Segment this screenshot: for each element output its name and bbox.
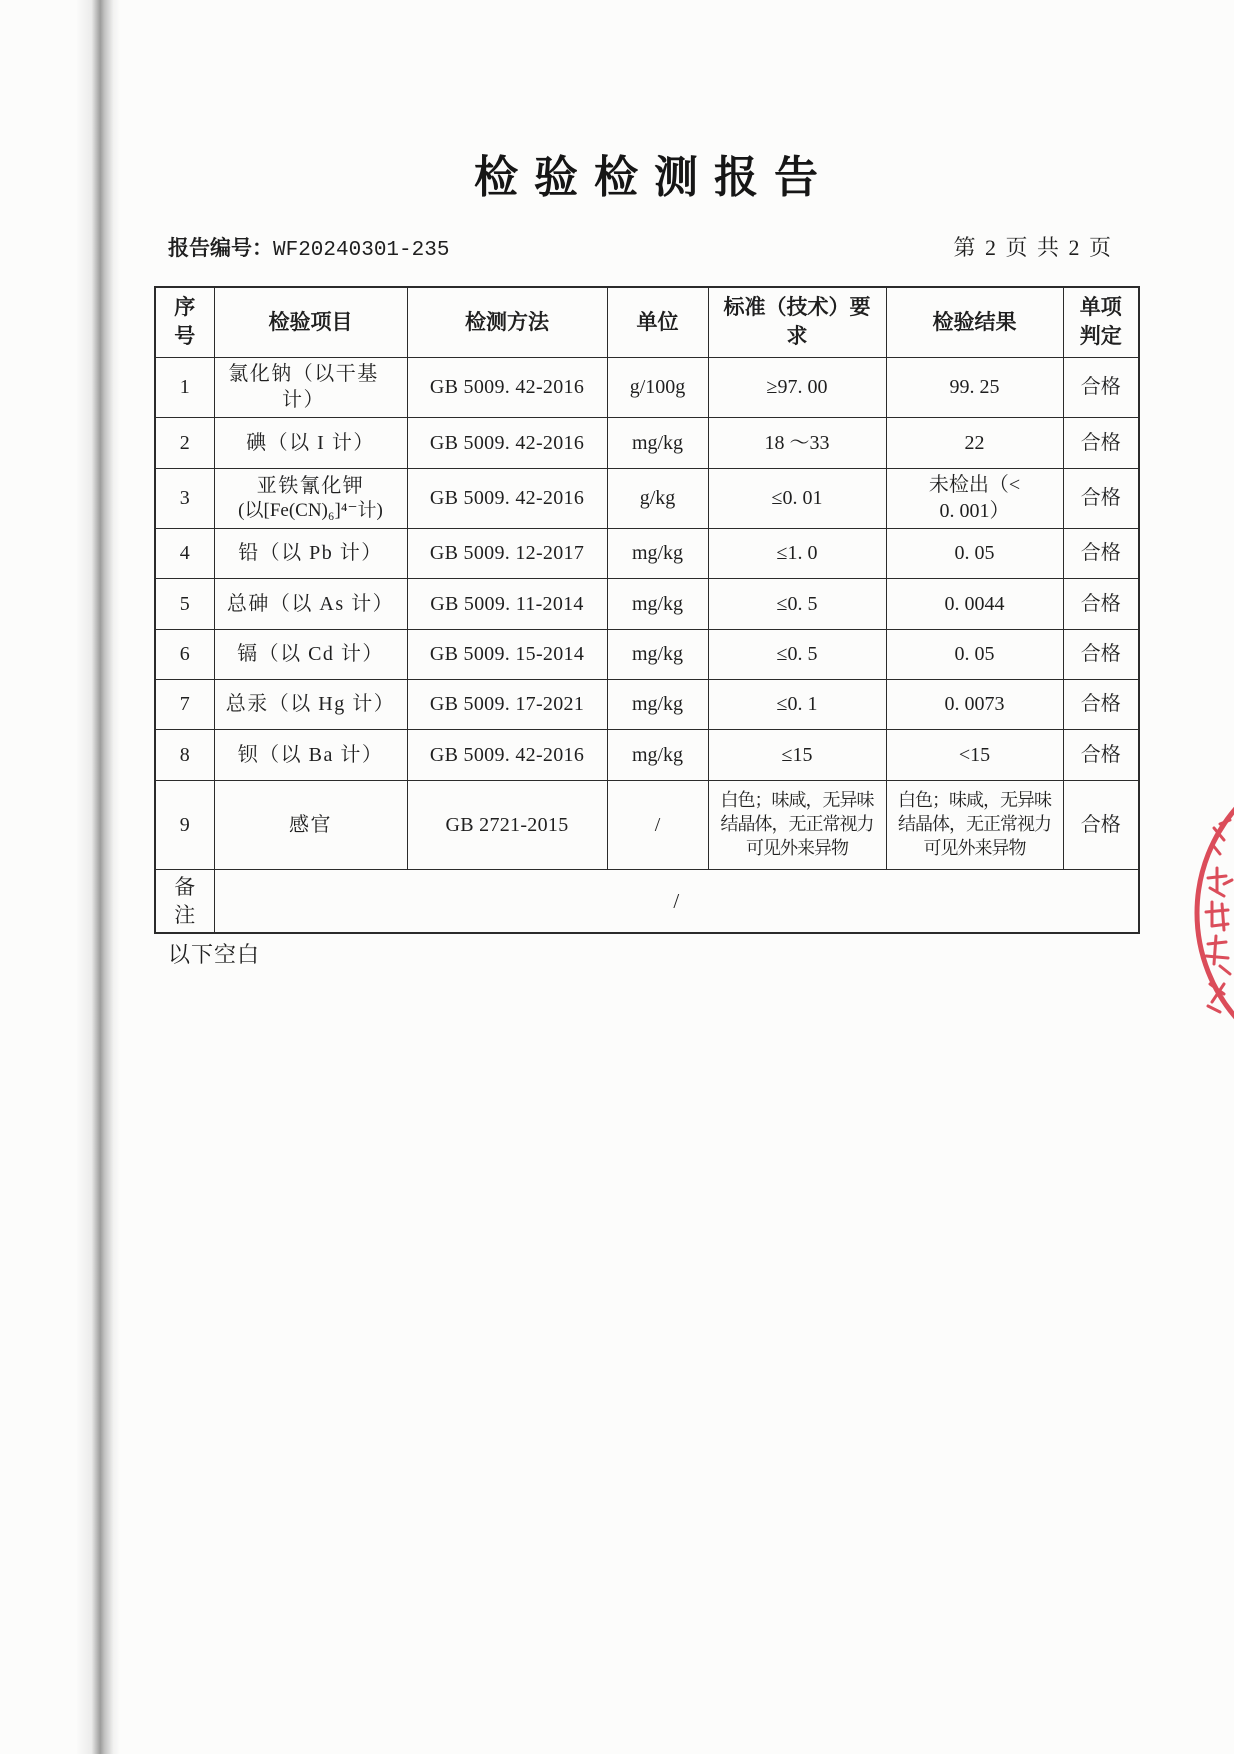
verdict: 合格: [1080, 542, 1121, 564]
table-row: [155, 468, 1139, 528]
test-method-cell: [407, 417, 607, 468]
verdict: 合格: [1080, 813, 1121, 836]
test-result: 0. 05: [954, 643, 995, 665]
verdict-cell: [1063, 679, 1139, 729]
verdict-cell: [1063, 468, 1139, 528]
row-number: 5: [179, 592, 190, 615]
remarks-section: [155, 869, 1139, 933]
row-number: 2: [179, 431, 190, 454]
standard-requirement-cell: [708, 629, 886, 679]
test-method: GB 2721-2015: [445, 813, 569, 836]
test-method: GB 5009. 42-2016: [429, 743, 585, 766]
item-name-cell: [214, 729, 407, 780]
verdict: 合格: [1080, 487, 1121, 509]
standard-requirement-cell: [708, 417, 886, 468]
standard-requirement: 18 ～33: [764, 431, 830, 454]
test-method-cell: [407, 629, 607, 679]
item-basis: (以[Fe(CN)₆]⁴⁻计): [238, 500, 383, 521]
test-result: <15: [958, 743, 991, 766]
test-result: 0. 0073: [944, 693, 1005, 715]
header-result: 检验结果: [932, 309, 1017, 334]
unit-value: /: [654, 813, 661, 836]
remarks-value-cell: [214, 869, 1139, 933]
item-name-cell: [214, 468, 407, 528]
item-name: 总砷（以 As 计）: [226, 592, 395, 615]
table-row: [155, 528, 1139, 578]
test-method-cell: [407, 528, 607, 578]
row-number: 6: [179, 643, 190, 665]
table-header-row: [155, 287, 1139, 357]
test-method-cell: [407, 468, 607, 528]
test-result-cell: [886, 357, 1063, 417]
item-name: 氯化钠（以干基计）: [228, 363, 379, 411]
header-unit: 单位: [636, 309, 679, 334]
item-name: 钡（以 Ba 计）: [237, 743, 384, 766]
unit-value-cell: [607, 357, 708, 417]
unit-value-cell: [607, 780, 708, 869]
header-standard: 标准（技术）要求: [723, 295, 871, 349]
verdict: 合格: [1080, 743, 1121, 766]
unit-value: g/kg: [639, 487, 676, 509]
verdict-cell: [1063, 629, 1139, 679]
item-name: 感官: [289, 813, 332, 836]
header-no: 序号: [174, 295, 196, 349]
remarks-row: [155, 869, 1139, 933]
item-name: 亚铁氰化钾: [256, 475, 365, 497]
test-method: GB 5009. 42-2016: [429, 487, 585, 509]
standard-requirement: ≤0. 5: [776, 643, 818, 665]
item-name: 铅（以 Pb 计）: [238, 542, 383, 564]
unit-value-cell: [607, 679, 708, 729]
verdict: 合格: [1080, 693, 1121, 715]
item-name-cell: [214, 417, 407, 468]
table-row: [155, 357, 1139, 417]
row-number: 9: [179, 813, 190, 836]
verdict-cell: [1063, 729, 1139, 780]
test-method-cell: [407, 679, 607, 729]
item-name: 碘（以 I 计）: [246, 431, 375, 454]
test-result-cell: [886, 729, 1063, 780]
standard-requirement-cell: [708, 729, 886, 780]
row-number: 8: [179, 743, 190, 766]
table-row: [155, 729, 1139, 780]
header-verdict: 单项判定: [1079, 295, 1122, 349]
item-name-cell: [214, 357, 407, 417]
row-number: 4: [179, 542, 190, 564]
test-method-cell: [407, 357, 607, 417]
row-number-cell: [155, 578, 214, 629]
verdict-cell: [1063, 357, 1139, 417]
test-result: 未检出（<0. 001）: [928, 474, 1021, 522]
test-result-cell: [886, 629, 1063, 679]
item-name-cell: [214, 679, 407, 729]
unit-value-cell: [607, 578, 708, 629]
table-body: [155, 357, 1139, 869]
item-name-cell: [214, 780, 407, 869]
remarks-value: /: [673, 888, 680, 913]
standard-requirement: ≤15: [781, 743, 813, 766]
row-number: 3: [179, 487, 190, 509]
header-standard-cell: [708, 287, 886, 357]
item-name: 镉（以 Cd 计）: [237, 643, 384, 665]
unit-value: mg/kg: [631, 643, 684, 665]
header-item-cell: [214, 287, 407, 357]
test-result-cell: [886, 780, 1063, 869]
unit-value: g/100g: [629, 376, 686, 398]
standard-requirement-cell: [708, 578, 886, 629]
verdict-cell: [1063, 417, 1139, 468]
table-row: [155, 417, 1139, 468]
item-name-cell: [214, 629, 407, 679]
unit-value-cell: [607, 629, 708, 679]
standard-requirement: 白色；味咸，无异味结晶体，无正常视力可见外来异物: [720, 790, 874, 858]
standard-requirement-cell: [708, 679, 886, 729]
standard-requirement: ≤0. 01: [771, 487, 823, 509]
header-method: 检测方法: [465, 309, 549, 334]
unit-value-cell: [607, 729, 708, 780]
test-method: GB 5009. 42-2016: [429, 431, 585, 454]
header-item: 检验项目: [268, 309, 353, 334]
unit-value: mg/kg: [631, 592, 684, 615]
test-result-cell: [886, 528, 1063, 578]
table-header: [155, 287, 1139, 357]
report-meta: [168, 233, 1113, 263]
row-number: 1: [179, 376, 190, 398]
test-result: 0. 05: [954, 542, 995, 564]
test-result-cell: [886, 679, 1063, 729]
remarks-label: 备注: [174, 874, 196, 927]
scan-edge-shadow: [76, 0, 120, 1754]
unit-value-cell: [607, 528, 708, 578]
table-row: [155, 629, 1139, 679]
verdict: 合格: [1080, 592, 1121, 615]
test-result: 22: [964, 431, 985, 454]
test-result-cell: [886, 417, 1063, 468]
test-result: 0. 0044: [944, 592, 1005, 615]
row-number-cell: [155, 679, 214, 729]
standard-requirement-cell: [708, 780, 886, 869]
header-no-cell: [155, 287, 214, 357]
standard-requirement-cell: [708, 468, 886, 528]
standard-requirement: ≤1. 0: [776, 542, 818, 564]
verdict: 合格: [1080, 376, 1121, 398]
unit-value: mg/kg: [631, 743, 684, 766]
row-number-cell: [155, 357, 214, 417]
standard-requirement-cell: [708, 528, 886, 578]
header-unit-cell: [607, 287, 708, 357]
verdict: 合格: [1080, 431, 1121, 454]
verdict-cell: [1063, 780, 1139, 869]
report-number: WF20240301-235: [273, 239, 450, 262]
row-number-cell: [155, 729, 214, 780]
standard-requirement-cell: [708, 357, 886, 417]
item-name: 总汞（以 Hg 计）: [225, 693, 396, 715]
test-method-cell: [407, 729, 607, 780]
table-row: [155, 578, 1139, 629]
unit-value-cell: [607, 417, 708, 468]
row-number: 7: [179, 693, 190, 715]
header-verdict-cell: [1063, 287, 1139, 357]
test-result: 99. 25: [949, 376, 1000, 398]
red-seal-stamp: [1190, 780, 1234, 1040]
test-method: GB 5009. 17-2021: [429, 693, 585, 715]
test-method: GB 5009. 11-2014: [430, 592, 584, 615]
inspection-table: [154, 286, 1140, 934]
item-name-cell: [214, 528, 407, 578]
test-method: GB 5009. 12-2017: [429, 542, 585, 564]
test-result-cell: [886, 578, 1063, 629]
verdict-cell: [1063, 528, 1139, 578]
page-indicator: 第 2 页 共 2 页: [953, 235, 1113, 260]
row-number-cell: [155, 528, 214, 578]
header-result-cell: [886, 287, 1063, 357]
verdict: 合格: [1080, 643, 1121, 665]
unit-value-cell: [607, 468, 708, 528]
report-title: 检验检测报告: [474, 152, 834, 203]
row-number-cell: [155, 780, 214, 869]
test-method-cell: [407, 780, 607, 869]
test-method: GB 5009. 42-2016: [429, 376, 585, 398]
unit-value: mg/kg: [631, 693, 684, 715]
blank-below-note: 以下空白: [168, 942, 261, 967]
test-result: 白色；味咸，无异味结晶体，无正常视力可见外来异物: [898, 790, 1051, 858]
item-name-cell: [214, 578, 407, 629]
test-result-cell: [886, 468, 1063, 528]
table-row: [155, 679, 1139, 729]
test-method: GB 5009. 15-2014: [429, 643, 585, 665]
test-method-cell: [407, 578, 607, 629]
row-number-cell: [155, 468, 214, 528]
row-number-cell: [155, 417, 214, 468]
table-row: [155, 780, 1139, 869]
standard-requirement: ≥97. 00: [766, 376, 828, 398]
standard-requirement: ≤0. 5: [776, 592, 818, 615]
verdict-cell: [1063, 578, 1139, 629]
report-number-label: 报告编号：: [168, 236, 273, 260]
remarks-label-cell: [155, 869, 214, 933]
standard-requirement: ≤0. 1: [776, 693, 818, 715]
row-number-cell: [155, 629, 214, 679]
header-method-cell: [407, 287, 607, 357]
unit-value: mg/kg: [631, 542, 684, 564]
unit-value: mg/kg: [631, 431, 684, 454]
